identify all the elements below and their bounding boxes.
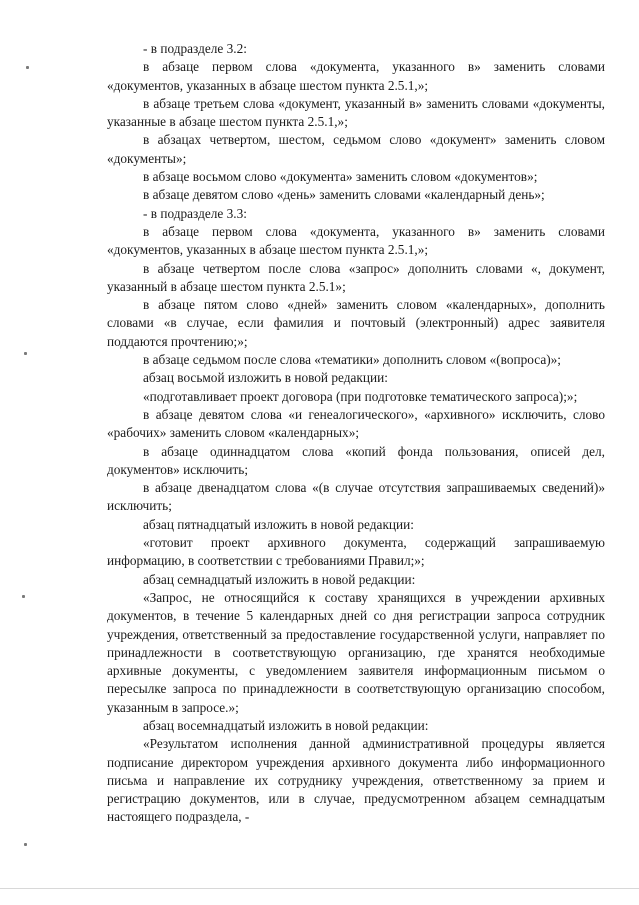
paragraph: в абзаце пятом слово «дней» заменить словом «календарных», дополнить словами «в случае, если фамилия и почтовый (электронный) адрес заявителя поддаются прочтению;»; <box>107 297 605 349</box>
paragraph: абзац пятнадцатый изложить в новой редакции: <box>143 516 414 532</box>
paragraph: в абзаце двенадцатом слова «(в случае отсутствия запрашиваемых сведений)» исключить; <box>107 480 605 514</box>
paragraph: в абзаце первом слова «документа, указанного в» заменить словами «документов, указанных в абзаце шестом пункта 2.5.1,»; <box>107 59 605 93</box>
paragraph: в абзацах четвертом, шестом, седьмом слово «документ» заменить словом «документы»; <box>107 132 605 166</box>
paragraph: в абзаце первом слова «документа, указанного в» заменить словами «документов, указанных в абзаце шестом пункта 2.5.1,»; <box>107 223 605 258</box>
paragraph: в абзаце седьмом после слова «тематики» дополнить словом «(вопроса)»; <box>143 352 561 368</box>
paragraph: «Результатом исполнения данной административной процедуры является подписание директором учреждения архивного документа либо информационного письма и направление их сотруднику учреждения, ответственному за прием и регистрацию документов, или в случае, предусмотренном абзацем семнадцатым настоящего подраздела, - <box>107 736 605 825</box>
paragraph: абзац восьмой изложить в новой редакции: <box>143 370 388 386</box>
paragraph: в абзаце третьем слова «документ, указанный в» заменить словами «документы, указанные в абзаце шестом пункта 2.5.1,»; <box>107 95 605 130</box>
paragraph: в абзаце девятом слова «и генеалогического», «архивного» исключить, слово «рабочих» заменить словом «календарных»; <box>107 406 605 441</box>
paragraph: в абзаце одиннадцатом слова «копий фонда пользования, описей дел, документов» исключить; <box>107 443 605 477</box>
paragraph: «подготавливает проект договора (при подготовке тематического запроса);»; <box>143 388 578 404</box>
paragraph: в абзаце девятом слово «день» заменить словами «календарный день»; <box>143 187 545 203</box>
paragraph: - в подразделе 3.3: <box>143 205 247 221</box>
page-bottom-edge <box>0 888 639 889</box>
scan-speck <box>24 843 27 846</box>
scan-speck <box>24 352 27 355</box>
paragraph: - в подразделе 3.2: <box>143 41 247 56</box>
paragraph: абзац семнадцатый изложить в новой редакции: <box>143 571 416 587</box>
paragraph: «Запрос, не относящийся к составу хранящихся в учреждении архивных документов, в течение 5 календарных дней со дня регистрации запроса сотрудник учреждения, ответственный за предоставление государственной услуги, направляет по принадлежности в соответствующую организацию, где хранятся необходимые архивные документы, с уведомлением заявителя информационным письмом о пересылке запроса по принадлежности в соответствующую организацию способом, указанным в запросе.»; <box>107 589 605 715</box>
scan-speck <box>26 66 29 69</box>
scan-speck <box>22 595 25 598</box>
document-body <box>107 40 605 827</box>
paragraph: «готовит проект архивного документа, содержащий запрашиваемую информацию, в соответствии с требованиями Правил;»; <box>107 535 605 569</box>
paragraph: в абзаце восьмом слово «документа» заменить словом «документов»; <box>143 169 538 185</box>
paragraph: в абзаце четвертом после слова «запрос» дополнить словами «, документ, указанный в абзаце шестом пункта 2.5.1»; <box>107 260 605 294</box>
paragraph: абзац восемнадцатый изложить в новой редакции: <box>143 717 429 733</box>
